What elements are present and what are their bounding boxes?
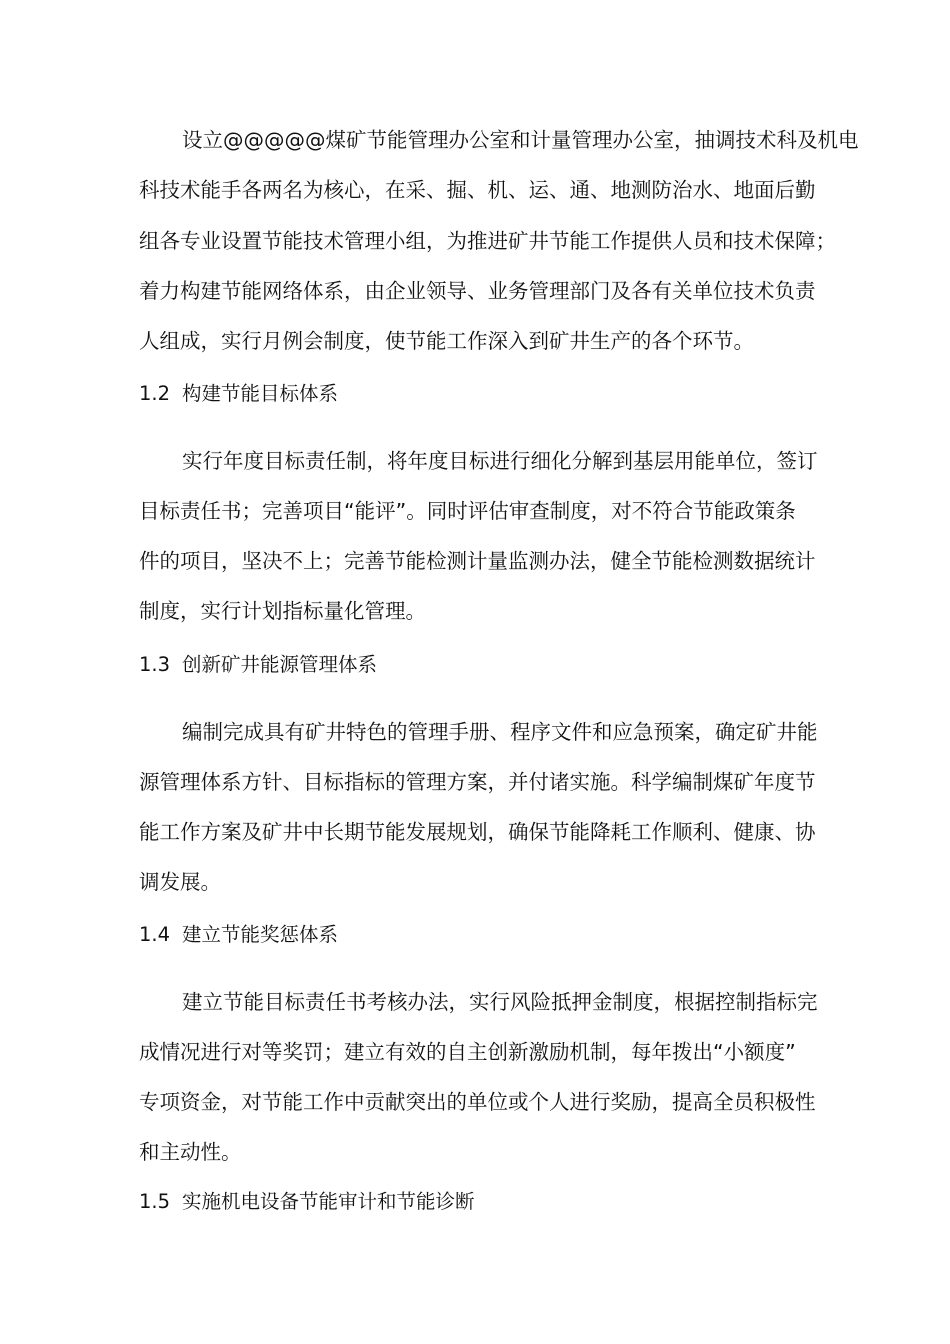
section-heading-1-5	[139, 1189, 475, 1215]
paragraph-line: 成情况进行对等奖罚；建立有效的自主创新激励机制，每年拨出“小额度”	[139, 1040, 796, 1064]
section-title: 创新矿井能源管理体系	[182, 653, 378, 676]
section-title: 建立节能奖惩体系	[182, 923, 339, 946]
paragraph-line: 建立节能目标责任书考核办法，实行风险抵押金制度，根据控制指标完	[182, 990, 818, 1014]
section-number: 1.2	[139, 382, 171, 405]
paragraph-line: 人组成，实行月例会制度，使节能工作深入到矿井生产的各个环节。	[139, 329, 754, 353]
paragraph-line: 组各专业设置节能技术管理小组，为推进矿井节能工作提供人员和技术保障；	[139, 229, 836, 253]
paragraph-line: 源管理体系方针、目标指标的管理方案，并付诸实施。科学编制煤矿年度节	[139, 770, 816, 794]
paragraph-line: 设立@@@@@煤矿节能管理办公室和计量管理办公室，抽调技术科及机电	[182, 128, 859, 152]
paragraph-line: 制度，实行计划指标量化管理。	[139, 599, 426, 623]
section-heading-1-4	[139, 922, 338, 948]
paragraph-line: 和主动性。	[139, 1140, 242, 1164]
section-number: 1.5	[139, 1190, 171, 1213]
paragraph-line: 件的项目，坚决不上；完善节能检测计量监测办法，健全节能检测数据统计	[139, 549, 816, 573]
section-heading-1-2	[139, 381, 338, 407]
section-heading-1-3	[139, 652, 377, 678]
paragraph-line: 着力构建节能网络体系，由企业领导、业务管理部门及各有关单位技术负责	[139, 279, 816, 303]
section-number: 1.4	[139, 923, 171, 946]
paragraph-line: 专项资金，对节能工作中贡献突出的单位或个人进行奖励，提高全员积极性	[139, 1090, 816, 1114]
section-number: 1.3	[139, 653, 171, 676]
paragraph-line: 编制完成具有矿井特色的管理手册、程序文件和应急预案，确定矿井能	[182, 720, 818, 744]
paragraph-line: 实行年度目标责任制，将年度目标进行细化分解到基层用能单位，签订	[182, 449, 818, 473]
paragraph-line: 能工作方案及矿井中长期节能发展规划，确保节能降耗工作顺利、健康、协	[139, 820, 816, 844]
section-title: 构建节能目标体系	[182, 382, 339, 405]
paragraph-line: 目标责任书；完善项目“能评”。同时评估审查制度，对不符合节能政策条	[139, 499, 796, 523]
section-title: 实施机电设备节能审计和节能诊断	[182, 1190, 475, 1213]
paragraph-line: 科技术能手各两名为核心，在采、掘、机、运、通、地测防治水、地面后勤	[139, 178, 816, 202]
paragraph-line: 调发展。	[139, 870, 221, 894]
